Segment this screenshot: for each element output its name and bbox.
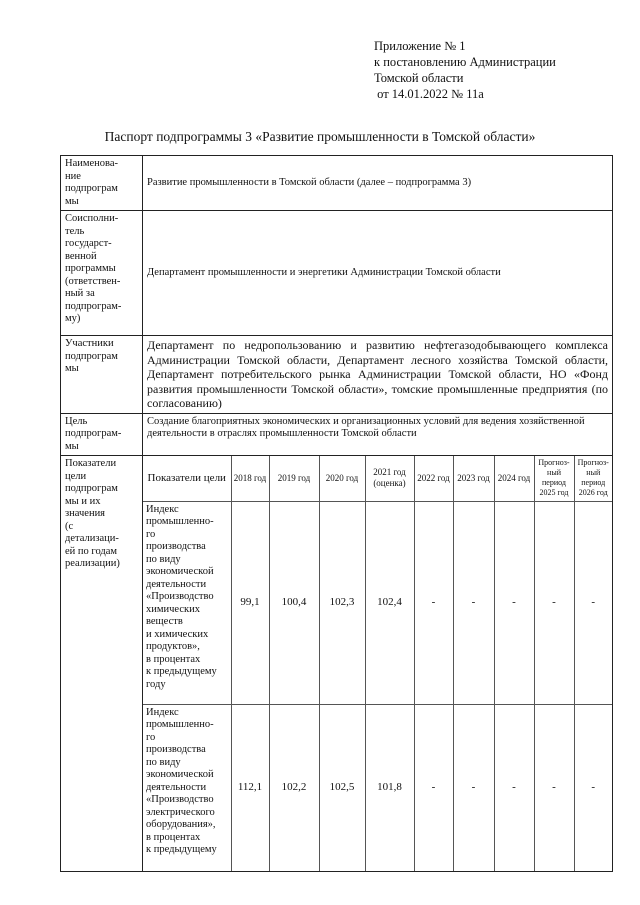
- column-header: Показатели цели: [143, 456, 231, 501]
- column-header: Прогноз-ный период 2025 год: [534, 456, 574, 501]
- indicator-value: -: [453, 501, 494, 704]
- indicator-value: -: [453, 704, 494, 871]
- indicator-value: 112,1: [231, 704, 269, 871]
- column-header: 2024 год: [494, 456, 534, 501]
- indicator-value: 102,4: [365, 501, 414, 704]
- indicators-cell: [143, 456, 613, 872]
- table-row: [61, 211, 613, 336]
- indicator-value: 102,5: [319, 704, 365, 871]
- indicator-value: -: [494, 704, 534, 871]
- header-row: [143, 456, 612, 501]
- approval-line: к постановлению Администрации: [374, 55, 556, 69]
- row-value: Департамент промышленности и энергетики Администрации Томской области: [143, 211, 613, 336]
- approval-stamp: [374, 38, 556, 102]
- approval-line: Приложение № 1: [374, 39, 466, 53]
- table-row: [61, 156, 613, 211]
- indicator-value: -: [414, 704, 453, 871]
- column-header: 2018 год: [231, 456, 269, 501]
- table-row: [61, 413, 613, 456]
- row-label: Показатели цели подпрограм мы и их значения (с детализаци- ей по годам реализации): [61, 456, 143, 872]
- indicator-value: 99,1: [231, 501, 269, 704]
- row-value: Развитие промышленности в Томской области (далее – подпрограмма 3): [143, 156, 613, 211]
- indicator-row: [143, 704, 612, 871]
- indicator-value: -: [534, 704, 574, 871]
- indicator-name: Индекс промышленно- го производства по виду экономической деятельности «Производство химических веществ и химических продуктов», в процентах к предыдущему году: [143, 501, 231, 704]
- row-label: Цель подпрограм- мы: [61, 413, 143, 456]
- row-value: Создание благоприятных экономических и организационных условий для ведения хозяйственной деятельности в отраслях промышленности Томской области: [143, 413, 613, 456]
- approval-line: от 14.01.2022 № 11а: [374, 87, 484, 101]
- column-header: 2019 год: [269, 456, 319, 501]
- table-row: [61, 456, 613, 872]
- indicator-value: -: [494, 501, 534, 704]
- page-title: Паспорт подпрограммы 3 «Развитие промышленности в Томской области»: [104, 129, 536, 144]
- indicator-row: [143, 501, 612, 704]
- passport-table: [60, 155, 613, 872]
- indicator-value: 101,8: [365, 704, 414, 871]
- row-label: Наименова- ние подпрограм мы: [61, 156, 143, 211]
- column-header: 2021 год (оценка): [365, 456, 414, 501]
- indicator-value: -: [534, 501, 574, 704]
- indicator-value: -: [414, 501, 453, 704]
- column-header: Прогноз-ный период 2026 год: [574, 456, 612, 501]
- row-label: Соисполни- тель государст- венной программы (ответствен- ный за подпрограм- му): [61, 211, 143, 336]
- row-label: Участники подпрограм мы: [61, 336, 143, 414]
- column-header: 2020 год: [319, 456, 365, 501]
- approval-line: Томской области: [374, 71, 464, 85]
- row-value: Департамент по недропользованию и развитию нефтегазодобывающего комплекса Администрации Томской области, Департамент лесного хозяйства Томской области, Департамент потребительского рынка Администрации Томской области, НО «Фонд развития промышленности Томской области», томские промышленные предприятия (по согласованию): [143, 336, 613, 414]
- indicator-value: 100,4: [269, 501, 319, 704]
- table-row: [61, 336, 613, 414]
- indicator-value: 102,2: [269, 704, 319, 871]
- indicator-value: -: [574, 501, 612, 704]
- indicators-table: [143, 456, 612, 871]
- column-header: 2022 год: [414, 456, 453, 501]
- indicator-name: Индекс промышленно- го производства по виду экономической деятельности «Производство электрического оборудования», в процентах к предыдущему: [143, 704, 231, 871]
- indicator-value: 102,3: [319, 501, 365, 704]
- column-header: 2023 год: [453, 456, 494, 501]
- indicator-value: -: [574, 704, 612, 871]
